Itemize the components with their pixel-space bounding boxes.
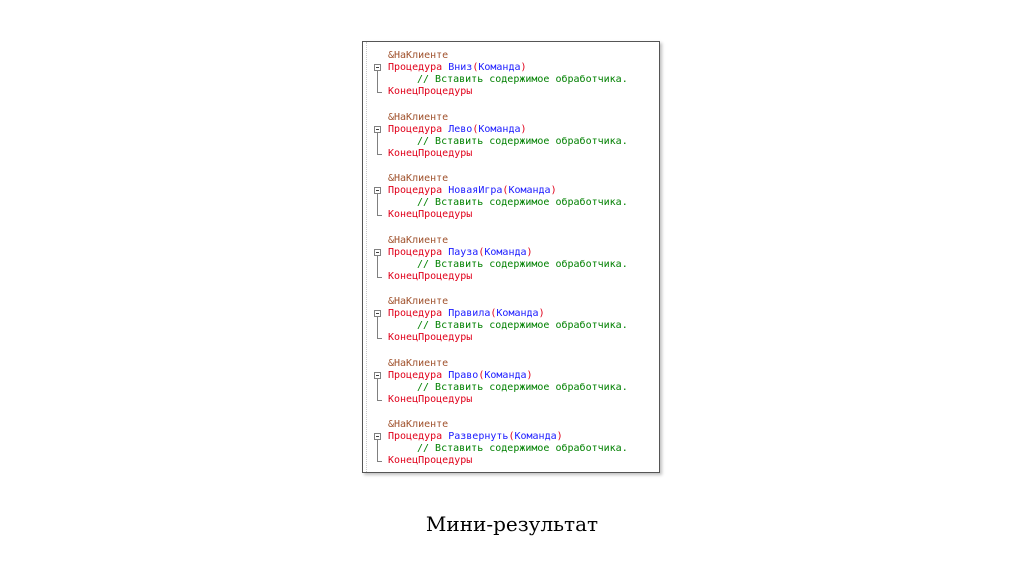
procedure-param: Команда [478,62,521,73]
end-procedure-line: КонецПроцедуры [388,332,473,343]
directive-line: &НаКлиенте [388,50,449,61]
slide-caption: Мини-результат [425,512,599,536]
open-paren: ( [508,431,515,442]
comment-line: // Вставить содержимое обработчика. [417,320,628,331]
open-paren: ( [490,308,497,319]
fold-collapse-icon[interactable] [374,187,381,194]
procedure-param: Команда [508,185,551,196]
close-paren: ) [526,247,533,258]
code-editor-screenshot [362,41,660,473]
procedure-block [363,173,661,221]
close-paren: ) [556,431,563,442]
procedure-block [363,50,661,98]
fold-collapse-icon[interactable] [374,249,381,256]
directive-line: &НаКлиенте [388,296,449,307]
directive-line: &НаКлиенте [388,358,449,369]
procedure-keyword: Процедура [388,431,443,442]
directive-line: &НаКлиенте [388,112,449,123]
procedure-name: Вниз [448,62,473,73]
close-paren: ) [538,308,545,319]
procedure-name: Право [448,370,479,381]
end-procedure-line: КонецПроцедуры [388,86,473,97]
procedure-param: Команда [514,431,557,442]
close-paren: ) [550,185,557,196]
close-paren: ) [520,124,527,135]
procedure-keyword: Процедура [388,308,443,319]
procedure-header [388,62,527,74]
procedure-keyword: Процедура [388,124,443,135]
fold-end-guide [377,461,382,462]
procedure-block [363,296,661,344]
fold-guide [377,194,378,215]
fold-end-guide [377,277,382,278]
procedure-block [363,419,661,467]
fold-end-guide [377,400,382,401]
comment-line: // Вставить содержимое обработчика. [417,197,628,208]
procedure-param: Команда [484,247,527,258]
procedure-name: Правила [448,308,491,319]
procedure-name: Развернуть [448,431,509,442]
procedure-name: Пауза [448,247,479,258]
fold-guide [377,256,378,277]
directive-line: &НаКлиенте [388,173,449,184]
procedure-header [388,247,533,259]
fold-collapse-icon[interactable] [374,126,381,133]
directive-line: &НаКлиенте [388,235,449,246]
procedure-header [388,308,545,320]
procedure-keyword: Процедура [388,370,443,381]
procedure-param: Команда [478,124,521,135]
close-paren: ) [520,62,527,73]
comment-line: // Вставить содержимое обработчика. [417,74,628,85]
fold-collapse-icon[interactable] [374,372,381,379]
comment-line: // Вставить содержимое обработчика. [417,259,628,270]
open-paren: ( [502,185,509,196]
directive-line: &НаКлиенте [388,419,449,430]
comment-line: // Вставить содержимое обработчика. [417,136,628,147]
procedure-block [363,358,661,406]
procedure-keyword: Процедура [388,247,443,258]
fold-end-guide [377,215,382,216]
procedure-param: Команда [496,308,539,319]
end-procedure-line: КонецПроцедуры [388,209,473,220]
procedure-header [388,124,527,136]
procedure-block [363,112,661,160]
open-paren: ( [478,247,485,258]
end-procedure-line: КонецПроцедуры [388,455,473,466]
procedure-name: Лево [448,124,473,135]
open-paren: ( [472,62,479,73]
procedure-header [388,185,557,197]
open-paren: ( [472,124,479,135]
procedure-name: НоваяИгра [448,185,503,196]
fold-guide [377,71,378,92]
procedure-block [363,235,661,283]
fold-end-guide [377,338,382,339]
fold-collapse-icon[interactable] [374,433,381,440]
close-paren: ) [526,370,533,381]
fold-guide [377,133,378,154]
end-procedure-line: КонецПроцедуры [388,394,473,405]
end-procedure-line: КонецПроцедуры [388,148,473,159]
fold-guide [377,317,378,338]
end-procedure-line: КонецПроцедуры [388,271,473,282]
fold-collapse-icon[interactable] [374,310,381,317]
comment-line: // Вставить содержимое обработчика. [417,382,628,393]
fold-end-guide [377,92,382,93]
open-paren: ( [478,370,485,381]
comment-line: // Вставить содержимое обработчика. [417,443,628,454]
fold-guide [377,440,378,461]
procedure-header [388,431,563,443]
procedure-header [388,370,533,382]
fold-guide [377,379,378,400]
fold-collapse-icon[interactable] [374,64,381,71]
procedure-keyword: Процедура [388,185,443,196]
fold-end-guide [377,154,382,155]
procedure-keyword: Процедура [388,62,443,73]
procedure-param: Команда [484,370,527,381]
